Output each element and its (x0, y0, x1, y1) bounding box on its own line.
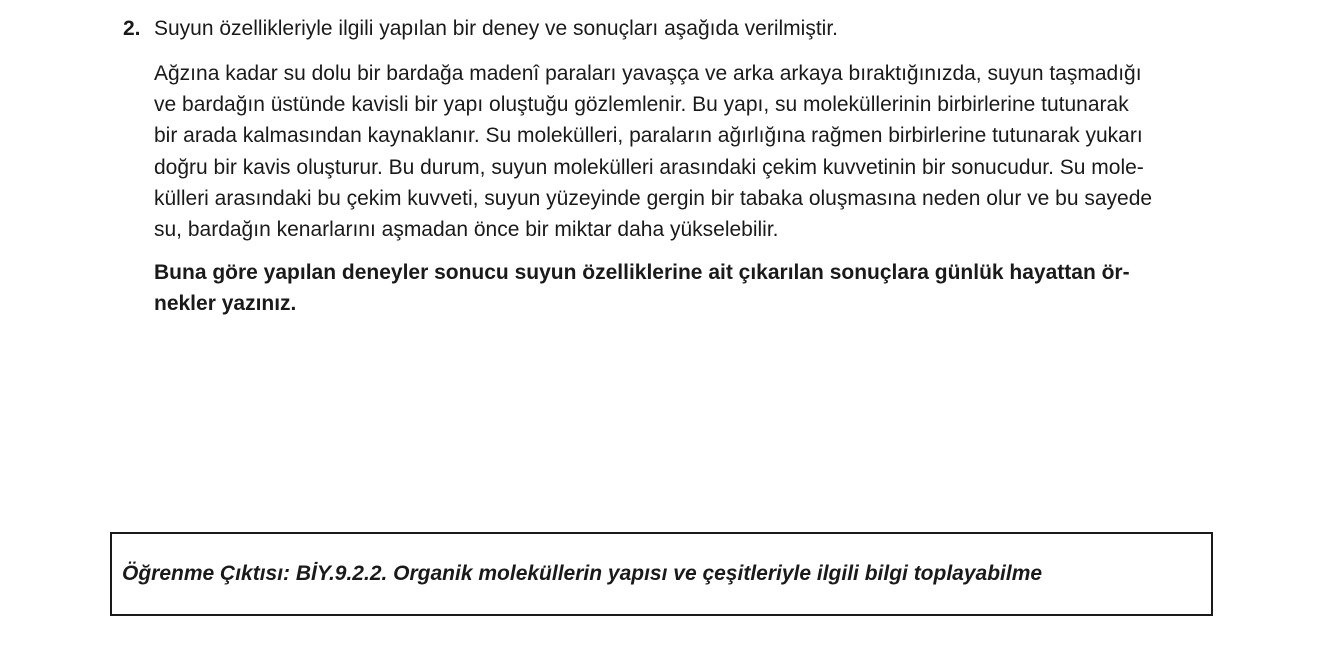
paragraph-line: su, bardağın kenarlarını aşmadan önce bir miktar daha yükselebilir. (154, 218, 779, 242)
learning-outcome-text: Öğrenme Çıktısı: BİY.9.2.2. Organik moleküllerin yapısı ve çeşitleriyle ilgili bilgi toplayabilme (122, 562, 1043, 585)
learning-outcome-box (110, 532, 1213, 616)
question-header (123, 14, 1218, 44)
question-task (154, 257, 1218, 319)
experiment-paragraph (154, 58, 1218, 245)
paragraph-line: bir arada kalmasından kaynaklanır. Su molekülleri, paraların ağırlığına rağmen birbirlerine tutunarak yukarı (154, 124, 1143, 148)
paragraph-line: külleri arasındaki bu çekim kuvveti, suyun yüzeyinde gergin bir tabaka oluşmasına neden olur ve bu sayede (154, 186, 1153, 210)
task-line: Buna göre yapılan deneyler sonucu suyun özelliklerine ait çıkarılan sonuçlara günlük hayattan ör- (154, 261, 1130, 285)
paragraph-line: Ağzına kadar su dolu bir bardağa madenî paraları yavaşça ve arka arkaya bıraktığınızda, suyun taşmadığı (154, 62, 1142, 85)
paragraph-line: ve bardağın üstünde kavisli bir yapı oluştuğu gözlemlenir. Bu yapı, su moleküllerinin birbirlerine tutunarak (154, 93, 1129, 117)
task-line: nekler yazınız. (154, 292, 297, 316)
question-2 (123, 14, 1218, 319)
question-intro: Suyun özellikleriyle ilgili yapılan bir deney ve sonuçları aşağıda verilmiştir. (154, 17, 838, 40)
question-number: 2. (123, 17, 141, 40)
paragraph-line: doğru bir kavis oluşturur. Bu durum, suyun molekülleri arasındaki çekim kuvvetinin bir sonucudur. Su mole- (154, 155, 1144, 179)
